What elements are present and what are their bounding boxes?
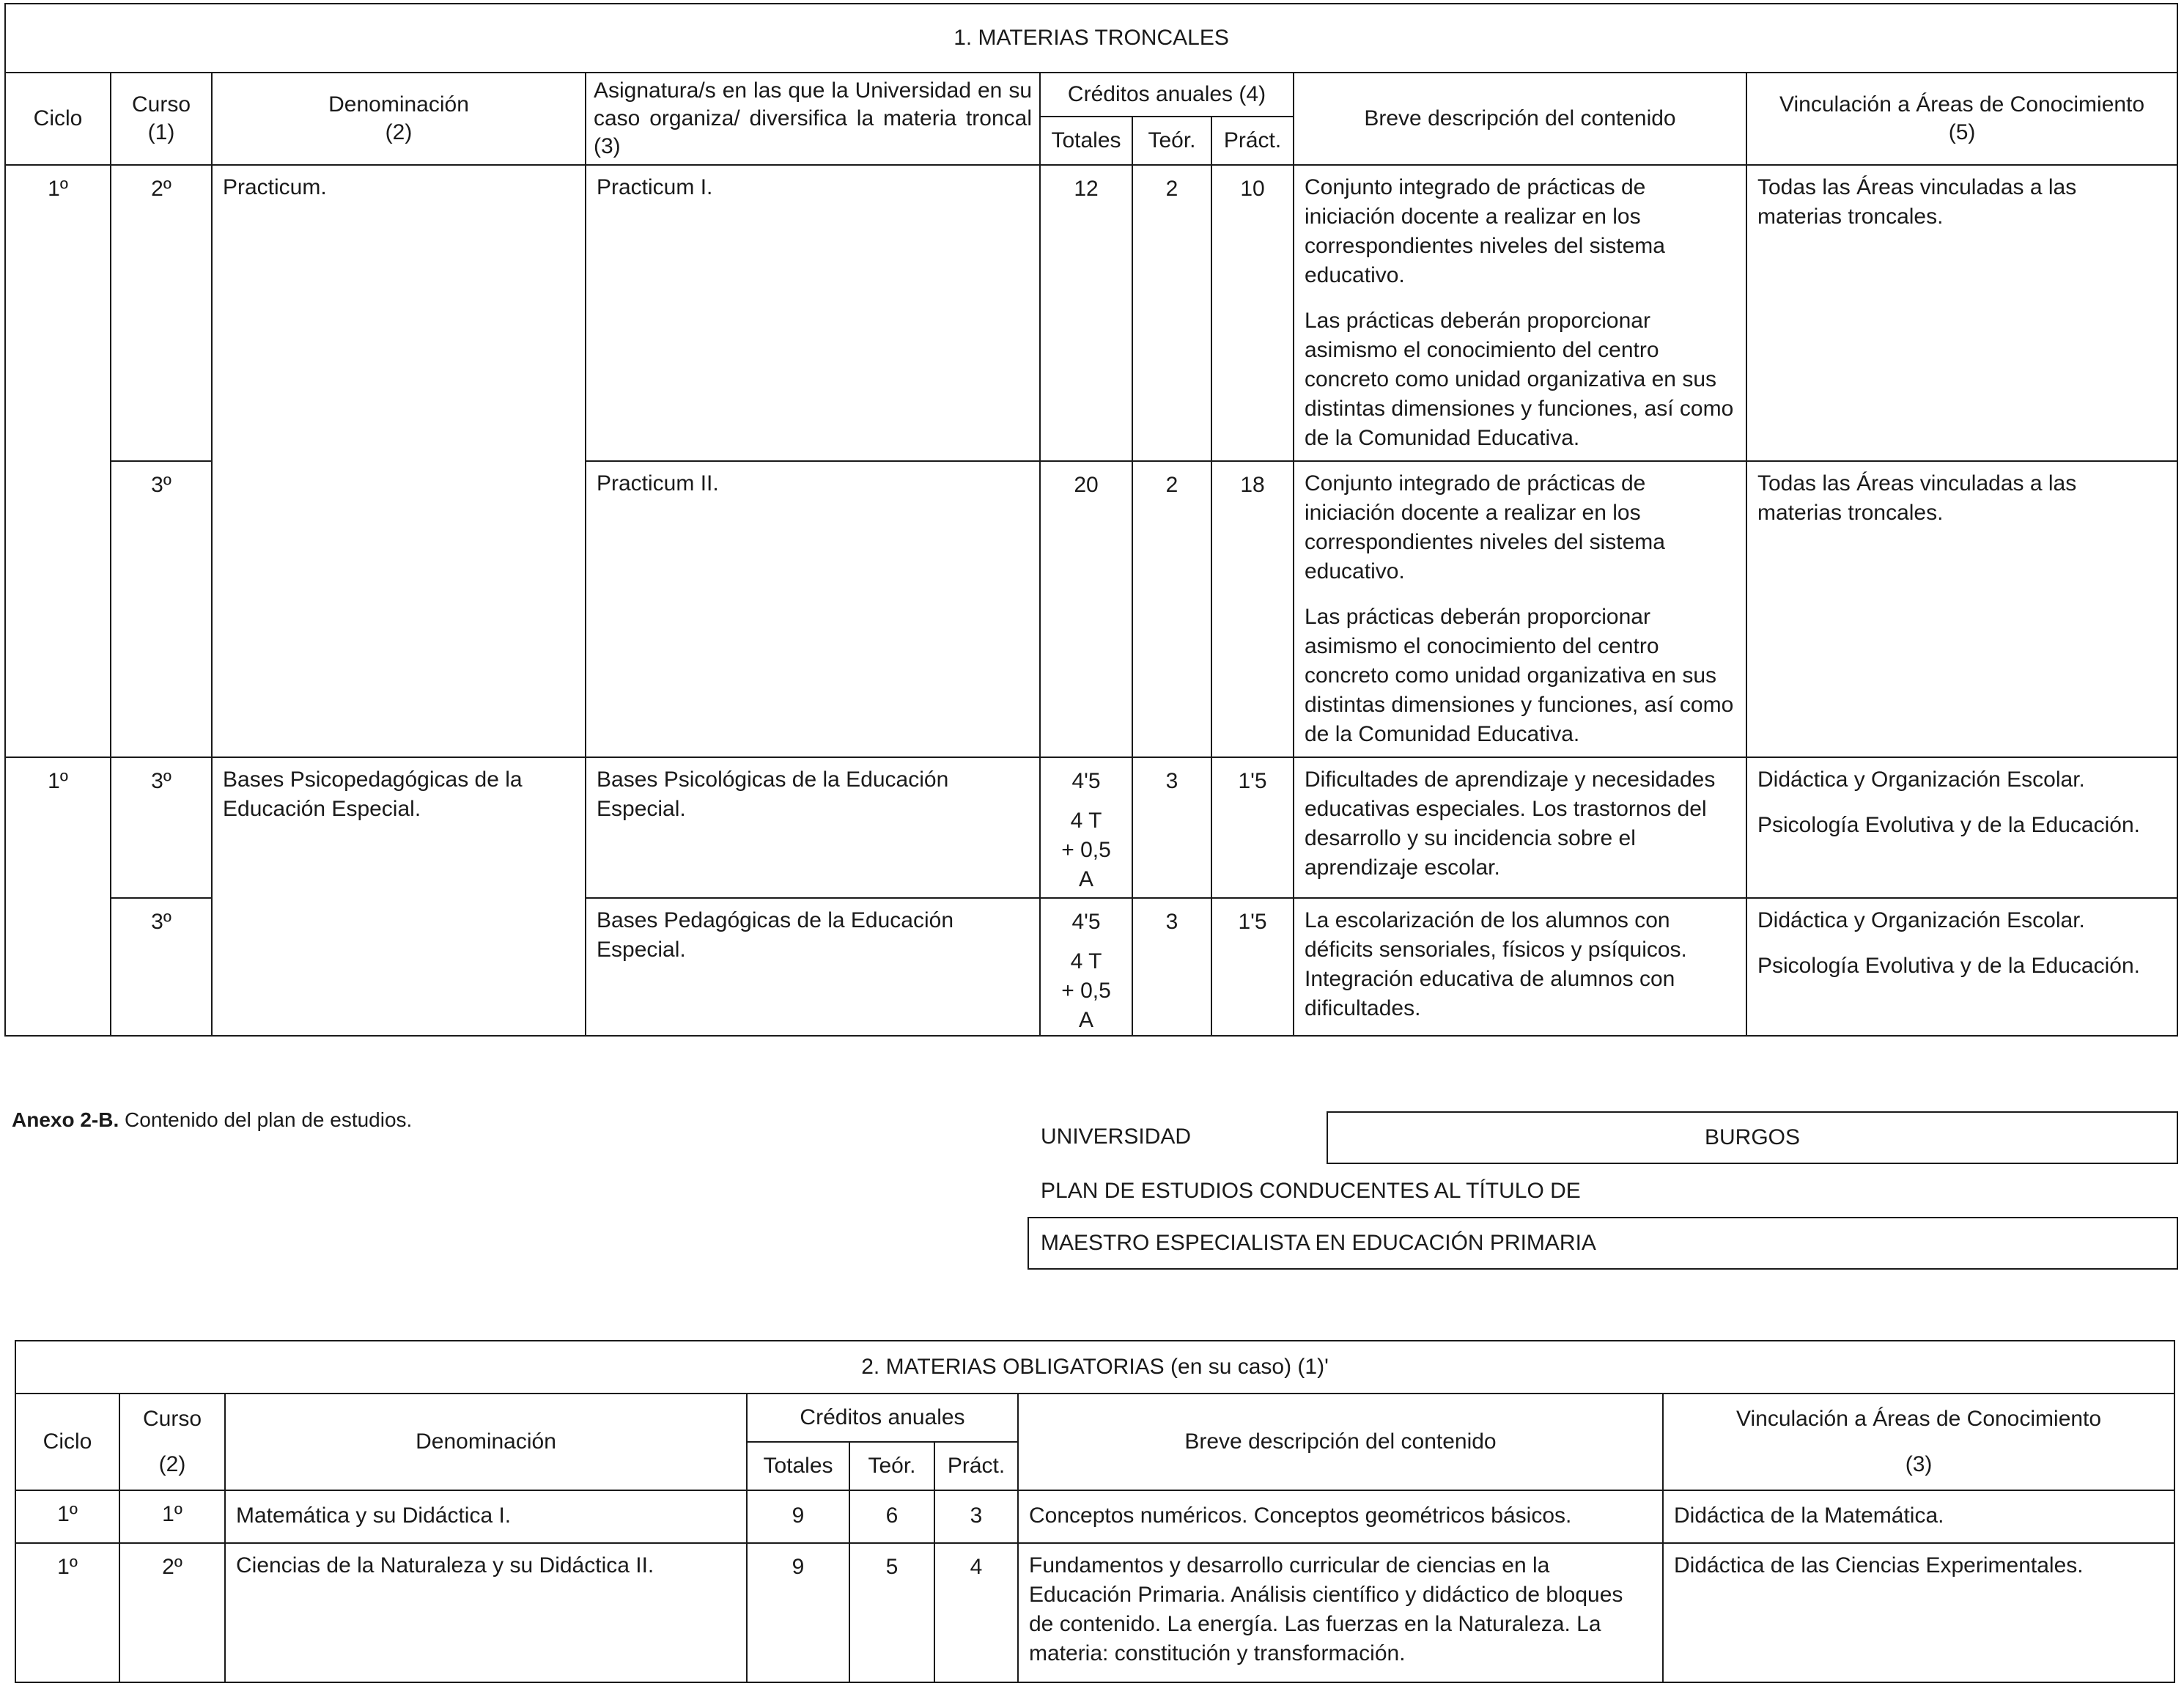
cell-denominacion: Ciencias de la Naturaleza y su Didáctica II. <box>225 1543 747 1682</box>
universidad-value: BURGOS <box>1327 1111 2178 1164</box>
cell-asignatura: Practicum I. <box>586 165 1040 461</box>
header-denominacion-label: Denominación <box>328 92 469 117</box>
plan-label: PLAN DE ESTUDIOS CONDUCENTES AL TÍTULO DE <box>1041 1179 1581 1203</box>
cell-vinculacion: Todas las Áreas vinculadas a las materias troncales. <box>1746 165 2177 461</box>
cell-ciclo: 1º <box>15 1543 119 1682</box>
header-creditos: Créditos anuales (4) <box>1040 73 1294 117</box>
cell-descripcion: Dificultades de aprendizaje y necesidades educativas especiales. Los trastornos del desarrollo y su incidencia sobre el aprendizaje escolar. <box>1294 757 1746 898</box>
header-curso-label: Curso <box>131 92 191 117</box>
header-descripcion: Breve descripción del contenido <box>1018 1394 1663 1490</box>
cell-descripcion: Conceptos numéricos. Conceptos geométricos básicos. <box>1018 1490 1663 1543</box>
cell-vinculacion <box>1746 757 2177 898</box>
totales-value: 4'5 <box>1071 910 1101 934</box>
cell-asignatura: Bases Psicológicas de la Educación Especial. <box>586 757 1040 898</box>
cell-totales <box>1040 898 1132 1036</box>
cell-vinculacion: Didáctica de las Ciencias Experimentales. <box>1663 1543 2174 1682</box>
cell-vinculacion: Todas las Áreas vinculadas a las materias troncales. <box>1746 461 2177 757</box>
cell-totales: 12 <box>1040 165 1132 461</box>
cell-totales: 20 <box>1040 461 1132 757</box>
annex-label-bold: Anexo 2-B. <box>12 1108 119 1131</box>
table-row <box>5 757 2177 898</box>
universidad-label: UNIVERSIDAD <box>1041 1124 1192 1149</box>
header-curso <box>119 1394 225 1490</box>
cell-curso: 3º <box>111 461 212 757</box>
cell-curso: 1º <box>119 1490 225 1543</box>
header-curso-label: Curso <box>142 1407 202 1431</box>
annex-label <box>12 1108 412 1132</box>
cell-totales: 9 <box>747 1490 849 1543</box>
cell-descripcion <box>1294 461 1746 757</box>
cell-asignatura: Practicum II. <box>586 461 1040 757</box>
header-ciclo: Ciclo <box>15 1394 119 1490</box>
totales-detail: 4 T + 0,5 A <box>1061 809 1111 891</box>
cell-denominacion: Matemática y su Didáctica I. <box>225 1490 747 1543</box>
header-curso <box>111 73 212 165</box>
header-vinculacion <box>1746 73 2177 165</box>
header-descripcion: Breve descripción del contenido <box>1294 73 1746 165</box>
vinculacion-area: Psicología Evolutiva y de la Educación. <box>1757 954 2140 978</box>
totales-detail: 4 T + 0,5 A <box>1061 949 1111 1032</box>
table-row <box>5 165 2177 461</box>
cell-descripcion: Fundamentos y desarrollo curricular de ciencias en la Educación Primaria. Análisis científico y didáctico de bloques de contenido. La energía. Las fuerzas en la Naturaleza. La materia: constitución y transformación. <box>1018 1543 1663 1682</box>
header-vinculacion-label: Vinculación a Áreas de Conocimiento <box>1736 1407 2102 1431</box>
header-vinculacion-note: (5) <box>1948 120 1976 144</box>
obligatorias-title: 2. MATERIAS OBLIGATORIAS (en su caso) (1)' <box>15 1341 2174 1394</box>
header-curso-note: (2) <box>158 1452 186 1476</box>
cell-totales: 9 <box>747 1543 849 1682</box>
cell-teor: 3 <box>1132 898 1211 1036</box>
vinculacion-area: Didáctica y Organización Escolar. <box>1757 908 2085 932</box>
descripcion-paragraph: Las prácticas deberán proporcionar asimismo el conocimiento del centro concreto como unidad organizativa en sus distintas dimensiones y funciones, así como de la Comunidad Educativa. <box>1305 309 1734 450</box>
cell-curso: 3º <box>111 898 212 1036</box>
cell-totales <box>1040 757 1132 898</box>
cell-teor: 3 <box>1132 757 1211 898</box>
annex-label-text: Contenido del plan de estudios. <box>119 1108 413 1131</box>
cell-vinculacion: Didáctica de la Matemática. <box>1663 1490 2174 1543</box>
header-teor: Teór. <box>1132 117 1211 165</box>
table-row <box>15 1490 2174 1543</box>
header-denominacion <box>212 73 586 165</box>
cell-denominacion: Practicum. <box>212 165 586 757</box>
vinculacion-area: Didáctica y Organización Escolar. <box>1757 767 2085 792</box>
cell-pract: 4 <box>934 1543 1018 1682</box>
totales-value: 4'5 <box>1071 769 1101 793</box>
cell-pract: 3 <box>934 1490 1018 1543</box>
obligatorias-table <box>15 1340 2175 1683</box>
cell-teor: 6 <box>849 1490 934 1543</box>
header-denominacion: Denominación <box>225 1394 747 1490</box>
table-row <box>15 1543 2174 1682</box>
header-creditos: Créditos anuales <box>747 1394 1018 1442</box>
cell-descripcion: La escolarización de los alumnos con déficits sensoriales, físicos y psíquicos. Integración educativa de alumnos con dificultades. <box>1294 898 1746 1036</box>
cell-vinculacion <box>1746 898 2177 1036</box>
descripcion-paragraph: Conjunto integrado de prácticas de iniciación docente a realizar en los correspondientes niveles del sistema educativo. <box>1305 175 1665 287</box>
header-vinculacion <box>1663 1394 2174 1490</box>
cell-ciclo: 1º <box>5 165 111 757</box>
cell-pract: 18 <box>1211 461 1294 757</box>
descripcion-paragraph: Conjunto integrado de prácticas de iniciación docente a realizar en los correspondientes niveles del sistema educativo. <box>1305 471 1665 584</box>
troncales-title: 1. MATERIAS TRONCALES <box>5 4 2177 73</box>
cell-teor: 5 <box>849 1543 934 1682</box>
header-curso-note: (1) <box>147 120 175 144</box>
cell-ciclo: 1º <box>15 1490 119 1543</box>
cell-ciclo: 1º <box>5 757 111 1036</box>
cell-descripcion <box>1294 165 1746 461</box>
header-denominacion-note: (2) <box>385 120 413 144</box>
cell-asignatura: Bases Pedagógicas de la Educación Especial. <box>586 898 1040 1036</box>
titulo-value: MAESTRO ESPECIALISTA EN EDUCACIÓN PRIMARIA <box>1028 1217 2178 1270</box>
header-vinculacion-note: (3) <box>1905 1452 1933 1476</box>
troncales-table <box>4 3 2178 1037</box>
header-totales: Totales <box>1040 117 1132 165</box>
cell-teor: 2 <box>1132 165 1211 461</box>
vinculacion-area: Psicología Evolutiva y de la Educación. <box>1757 813 2140 837</box>
header-asignatura: Asignatura/s en las que la Universidad en su caso organiza/ diversifica la materia troncal (3) <box>586 73 1040 165</box>
descripcion-paragraph: Las prácticas deberán proporcionar asimismo el conocimiento del centro concreto como unidad organizativa en sus distintas dimensiones y funciones, así como de la Comunidad Educativa. <box>1305 605 1734 746</box>
cell-pract: 10 <box>1211 165 1294 461</box>
header-pract: Práct. <box>934 1442 1018 1490</box>
cell-curso: 2º <box>119 1543 225 1682</box>
header-vinculacion-label: Vinculación a Áreas de Conocimiento <box>1779 92 2145 117</box>
header-teor: Teór. <box>849 1442 934 1490</box>
cell-denominacion: Bases Psicopedagógicas de la Educación Especial. <box>212 757 586 1036</box>
cell-pract: 1'5 <box>1211 757 1294 898</box>
cell-teor: 2 <box>1132 461 1211 757</box>
header-ciclo: Ciclo <box>5 73 111 165</box>
header-totales: Totales <box>747 1442 849 1490</box>
cell-curso: 2º <box>111 165 212 461</box>
cell-pract: 1'5 <box>1211 898 1294 1036</box>
header-pract: Práct. <box>1211 117 1294 165</box>
cell-curso: 3º <box>111 757 212 898</box>
